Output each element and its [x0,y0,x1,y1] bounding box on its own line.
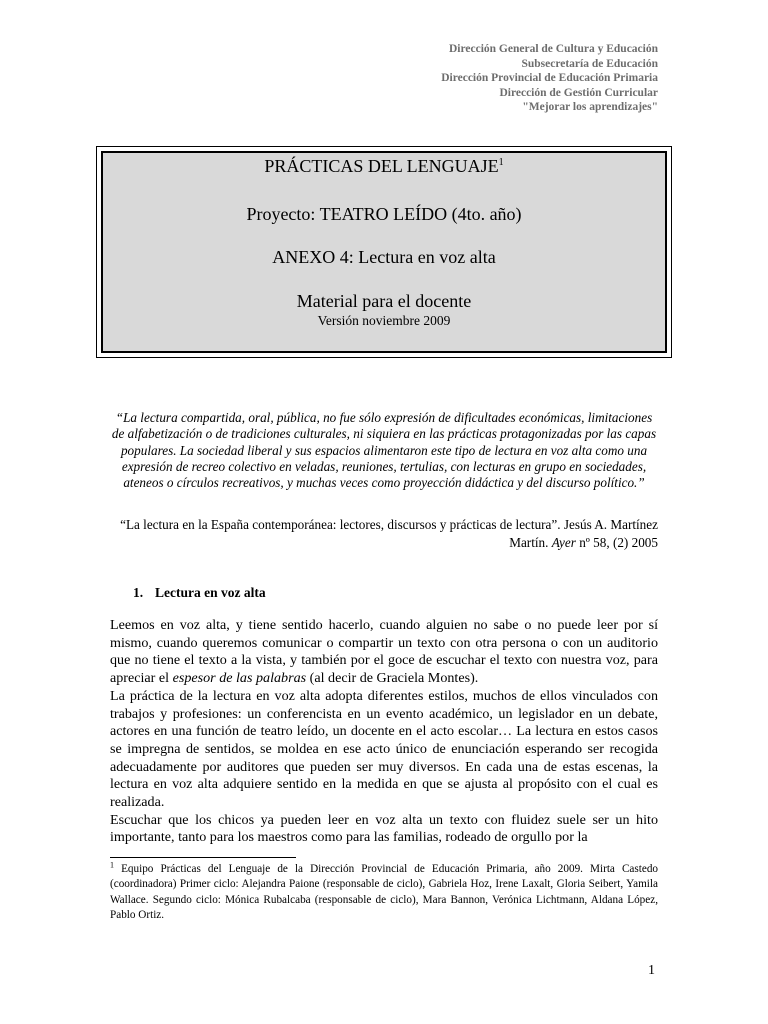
paragraph [110,617,658,688]
institution-header [441,42,658,115]
header-line: Dirección de Gestión Curricular [499,86,658,99]
header-line: Dirección Provincial de Educación Primaria [441,72,658,84]
title-text: PRÁCTICAS DEL LENGUAJE [264,156,499,176]
body-text [110,617,658,847]
header-line: Subsecretaría de Educación [521,57,658,70]
footnote [110,862,658,923]
emphasis: espesor de las palabras [172,670,307,687]
title-box-inner [101,151,667,353]
section-heading [133,585,266,601]
section-number: 1. [133,585,144,600]
paragraph: Escuchar que los chicos ya pueden leer en voz alta un texto con fluidez suele ser un hito importante, tanto para los maestros como para las familias, rodeado de orgullo por la [110,811,658,846]
footnote-separator [110,857,296,858]
header-line: Dirección General de Cultura y Educación [448,43,658,55]
title-box [96,146,672,358]
paragraph-text: (al decir de Graciela Montes). [309,670,479,687]
annex-title: ANEXO 4: Lectura en voz alta [272,247,496,267]
footnote-marker: 1 [110,860,114,870]
material-title: Material para el docente [296,291,472,311]
version-label: Versión noviembre 2009 [317,313,451,328]
footnote-ref[interactable]: 1 [498,157,504,168]
section-title: Lectura en voz alta [155,585,266,600]
epigraph-quote: “La lectura compartida, oral, pública, no fue sólo expresión de dificultades económicas, limitaciones de alfabetización o de tradiciones culturales, ni siquiera en las prácticas protagonizadas por las capas populares. La sociedad liberal y sus espacios alimentaron este tipo de lectura en voz alta como una expresión de recreo colectivo en veladas, reuniones, tertulias, con lecturas en grupo en sociedades, ateneos o círculos recreativos, y muchas veces como proyección didáctica y del discurso político.” [111,410,657,491]
citation-issue: nº 58, (2) 2005 [579,535,658,550]
project-title: Proyecto: TEATRO LEÍDO (4to. año) [246,204,522,224]
paragraph-text: Leemos en voz alta, y tiene sentido hacerlo, cuando alguien no sabe o no puede leer por sí mismo, cuando queremos comunicar o compartir un texto con otra persona o con un auditorio que no tiene el texto a la vista, y también por el goce de escuchar el texto con nuestra voz, para apreciar el [110,617,658,687]
paragraph: La práctica de la lectura en voz alta adopta diferentes estilos, muchos de ellos vinculados con trabajos y profesiones: un conferencista en un evento académico, un legislador en un debate, actores en una función de teatro leído, un docente en el acto escolar… La lectura en estos casos se impregna de sentidos, se moldea en ese acto único de enunciación esperando ser recogida adecuadamente por auditores que pueden ser muy diversos. En cada una de estas escenas, la lectura en voz alta adquiere sentido en la medida en que se ajusta al propósito con el cual es realizada. [110,687,658,811]
page-number: 1 [648,963,655,978]
citation-journal: Ayer [551,535,576,550]
citation-text: “La lectura en la España contemporánea: lectores, discursos y prácticas de lectura”. Jesús A. Martínez Martín. [120,517,658,550]
footnote-text: Equipo Prácticas del Lenguaje de la Dirección Provincial de Educación Primaria, año 2009. Mirta Castedo (coordinadora) Primer ciclo: Alejandra Paione (responsable de ciclo), Gabriela Hoz, Irene Laxalt, Gloria Seibert, Yamila Wallace. Segundo ciclo: Mónica Rubalcaba (responsable de ciclo), Mara Bannon, Verónica Lichtmann, Aldana López, Pablo Ortiz. [110,863,659,921]
epigraph-citation [110,516,658,552]
document-title [103,156,665,177]
header-line: "Mejorar los aprendizajes" [522,101,658,113]
